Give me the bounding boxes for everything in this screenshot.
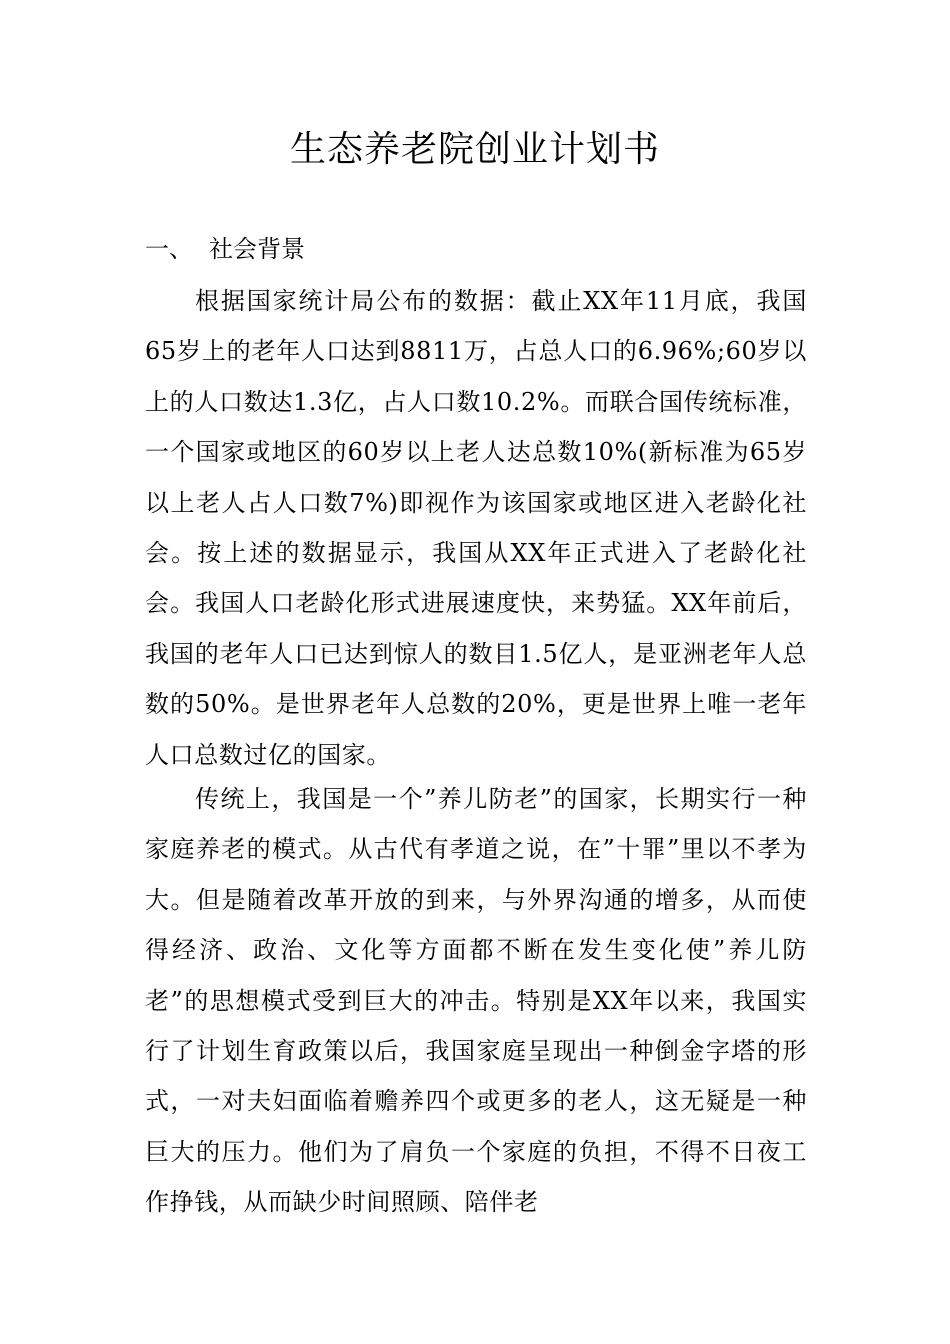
section-heading-text: 社会背景 xyxy=(209,235,305,263)
section-heading xyxy=(145,224,305,274)
body-paragraph: 传统上，我国是一个”养儿防老”的国家，长期实行一种家庭养老的模式。从古代有孝道之说，在”十罪”里以不孝为大。但是随着改革开放的到来，与外界沟通的增多，从而使得经济、政治、文化等方面都不断在发生变化使”养儿防老”的思想模式受到巨大的冲击。特别是XX年以来，我国实行了计划生育政策以后，我国家庭呈现出一种倒金字塔的形式，一对夫妇面临着赡养四个或更多的老人，这无疑是一种巨大的压力。他们为了肩负一个家庭的负担，不得不日夜工作挣钱，从而缺少时间照顾、陪伴老 xyxy=(145,785,807,1217)
body-paragraph: 根据国家统计局公布的数据：截止XX年11月底，我国65岁上的老年人口达到8811万，占总人口的6.96%;60岁以上的人口数达1.3亿，占人口数10.2%。而联合国传统标准，一个国家或地区的60岁以上老人达总数10%(新标准为65岁以上老人占人口数7%)即视作为该国家或地区进入老龄化社会。按上述的数据显示，我国从XX年正式进入了老龄化社会。我国人口老龄化形式进展速度快，来势猛。XX年前后，我国的老年人口已达到惊人的数目1.5亿人，是亚洲老年人总数的50%。是世界老年人总数的20%，更是世界上唯一老年人口总数过亿的国家。 xyxy=(145,287,807,769)
document-title: 生态养老院创业计划书 xyxy=(289,129,660,170)
section-number: 一、 xyxy=(145,235,193,263)
